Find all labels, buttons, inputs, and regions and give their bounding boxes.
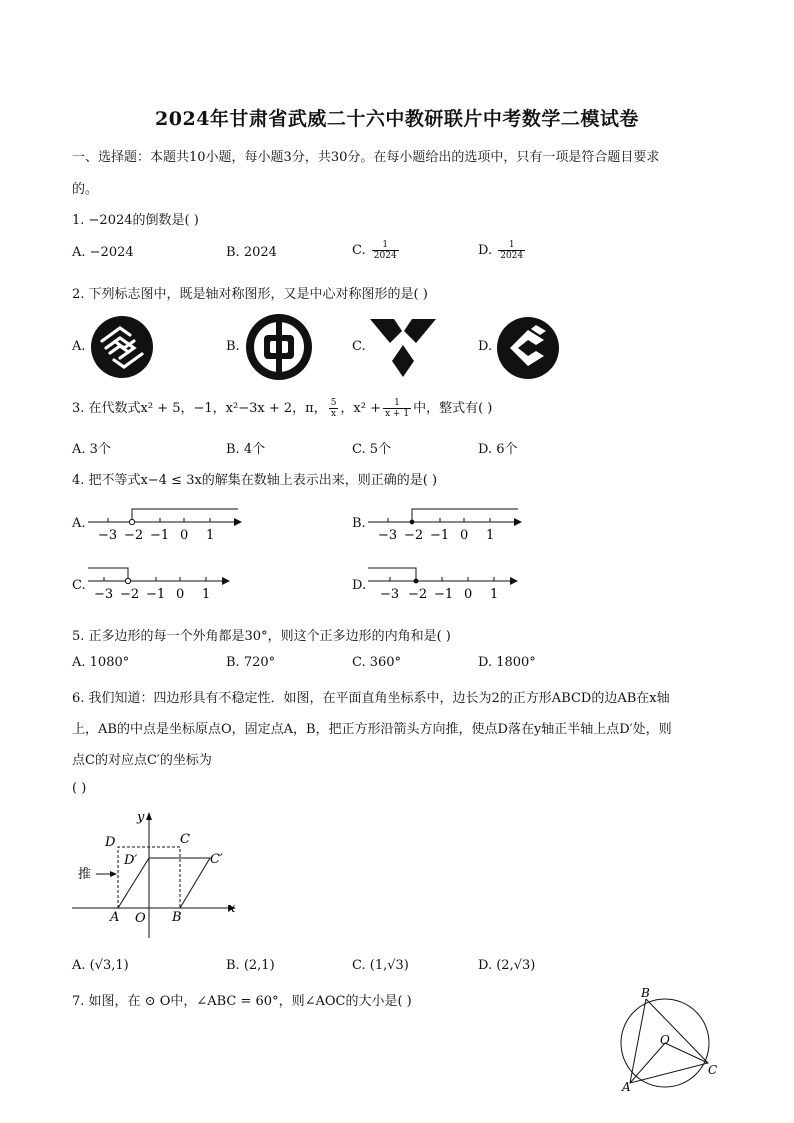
q6-label-push: 推 <box>78 867 92 882</box>
q5-option-b: B. 720° <box>226 655 276 670</box>
page-title: 2024年甘肃省武威二十六中教研联片中考数学二模试卷 <box>155 108 639 130</box>
q1-option-c <box>352 240 401 261</box>
tick-label: −1 <box>146 587 166 602</box>
q1-stem: 1. −2024的倒数是( ) <box>72 213 199 228</box>
q6-option-a: A. (√3,1) <box>72 958 129 973</box>
q7-circle-figure <box>612 986 724 1096</box>
q5-option-c: C. 360° <box>352 655 402 670</box>
q6-label-d-prime: D′ <box>124 853 138 868</box>
q6-option-d: D. (2,√3) <box>478 958 536 973</box>
tick-label: −2 <box>120 587 140 602</box>
q1-option-c-prefix: C. <box>352 243 366 258</box>
q2-logo-a-mobile-icon <box>90 315 154 379</box>
q6-stem-line4: ( ) <box>72 781 87 796</box>
tick-label: 0 <box>464 587 473 602</box>
tick-label: −2 <box>408 587 428 602</box>
q1-d-denominator: 2024 <box>500 251 524 261</box>
tick-label: −3 <box>378 528 398 543</box>
tick-label: 0 <box>460 528 469 543</box>
tick-label: −2 <box>124 528 144 543</box>
q4-numberline-d <box>366 564 526 604</box>
q6-stem-line1: 6. 我们知道：四边形具有不稳定性．如图，在平面直角坐标系中，边长为2的正方形ABCD的边AB在x轴 <box>72 691 670 706</box>
q5-stem: 5. 正多边形的每一个外角都是30°，则这个正多边形的内角和是( ) <box>72 629 451 644</box>
q4-numberline-b <box>366 505 526 545</box>
q2-label-d: D. <box>478 339 493 354</box>
tick-label: −3 <box>94 587 114 602</box>
q1-option-a: A. −2024 <box>72 245 134 260</box>
q2-logo-c-diamonds-icon <box>368 317 438 379</box>
q4-label-b: B. <box>352 516 366 531</box>
q1-c-numerator: 1 <box>372 240 399 251</box>
tick-label: −1 <box>430 528 450 543</box>
q6-label-x: x <box>228 901 236 916</box>
q2-logo-b-bank-icon <box>245 313 313 381</box>
q3-frac1-den: x <box>331 409 337 419</box>
q6-stem-line2: 上，AB的中点是坐标原点O，固定点A，B，把正方形沿箭头方向推，使点D落在y轴正半轴上点D′处，则 <box>72 722 672 737</box>
q6-label-b: B <box>172 910 182 925</box>
tick-label: 0 <box>176 587 185 602</box>
q4-label-d: D. <box>352 578 367 593</box>
q3-option-d: D. 6个 <box>478 442 518 457</box>
q3-frac1-num: 5 <box>330 398 337 408</box>
tick-label: −2 <box>404 528 424 543</box>
q3-frac2-num: 1 <box>383 398 411 409</box>
q7-label-o: O <box>660 1033 670 1047</box>
q1-option-b: B. 2024 <box>226 245 277 260</box>
q4-label-a: A. <box>72 516 86 531</box>
q1-d-numerator: 1 <box>498 240 525 251</box>
q1-option-d-fraction <box>498 240 525 261</box>
q2-label-a: A. <box>72 339 86 354</box>
q3-option-c: C. 5个 <box>352 442 392 457</box>
q2-label-b: B. <box>226 339 240 354</box>
section-instructions-line1: 一、选择题：本题共10小题，每小题3分，共30分。在每小题给出的选项中，只有一项是符合题目要求 <box>72 150 660 165</box>
q4-numberline-c <box>86 564 246 604</box>
q6-stem-line3: 点C的对应点C′的坐标为 <box>72 753 212 768</box>
q7-label-a: A <box>622 1080 631 1094</box>
tick-label: 1 <box>206 528 215 543</box>
q3-stem-b: ，x² + <box>340 401 381 416</box>
q7-label-b: B <box>641 986 650 1000</box>
q3-stem-c: 中，整式有( ) <box>413 401 493 416</box>
tick-label: −1 <box>434 587 454 602</box>
tick-label: 1 <box>490 587 499 602</box>
q3-fraction-1-over-xplus1 <box>383 398 411 419</box>
q6-label-y: y <box>137 810 145 825</box>
q2-logo-d-ccb-icon <box>496 316 560 380</box>
q1-option-c-fraction <box>372 240 399 261</box>
q2-stem: 2. 下列标志图中，既是轴对称图形，又是中心对称图形的是( ) <box>72 287 428 302</box>
tick-label: −3 <box>98 528 118 543</box>
q7-stem: 7. 如图，在 ⊙ O中，∠ABC = 60°，则∠AOC的大小是( ) <box>72 994 412 1009</box>
q2-label-c: C. <box>352 339 366 354</box>
q6-figure <box>70 808 250 943</box>
q3-option-a: A. 3个 <box>72 442 111 457</box>
q5-option-a: A. 1080° <box>72 655 130 670</box>
q3-stem <box>72 397 492 419</box>
q1-option-d-prefix: D. <box>478 243 493 258</box>
q3-option-b: B. 4个 <box>226 442 266 457</box>
q4-stem: 4. 把不等式x−4 ≤ 3x的解集在数轴上表示出来，则正确的是( ) <box>72 473 438 488</box>
q6-label-d: D <box>105 835 116 850</box>
tick-label: 0 <box>180 528 189 543</box>
tick-label: 1 <box>202 587 211 602</box>
q3-frac2-den: x + 1 <box>385 409 410 419</box>
q6-label-c: C <box>180 832 190 847</box>
q5-option-d: D. 1800° <box>478 655 536 670</box>
q6-label-a: A <box>110 910 120 925</box>
tick-label: −3 <box>380 587 400 602</box>
q1-option-d <box>478 240 527 261</box>
q3-stem-a: 3. 在代数式x² + 5，−1，x²−3x + 2，π， <box>72 401 327 416</box>
q1-c-denominator: 2024 <box>373 251 397 261</box>
tick-label: −1 <box>150 528 170 543</box>
section-instructions-line2: 的。 <box>72 182 99 197</box>
q6-label-o: O <box>135 911 146 926</box>
q6-option-c: C. (1,√3) <box>352 958 409 973</box>
q4-numberline-a <box>86 505 246 545</box>
q4-label-c: C. <box>72 578 86 593</box>
q3-fraction-5-over-x <box>329 398 339 419</box>
q6-label-c-prime: C′ <box>210 852 223 867</box>
q7-label-c: C <box>708 1063 718 1077</box>
tick-label: 1 <box>486 528 495 543</box>
q6-option-b: B. (2,1) <box>226 958 275 973</box>
